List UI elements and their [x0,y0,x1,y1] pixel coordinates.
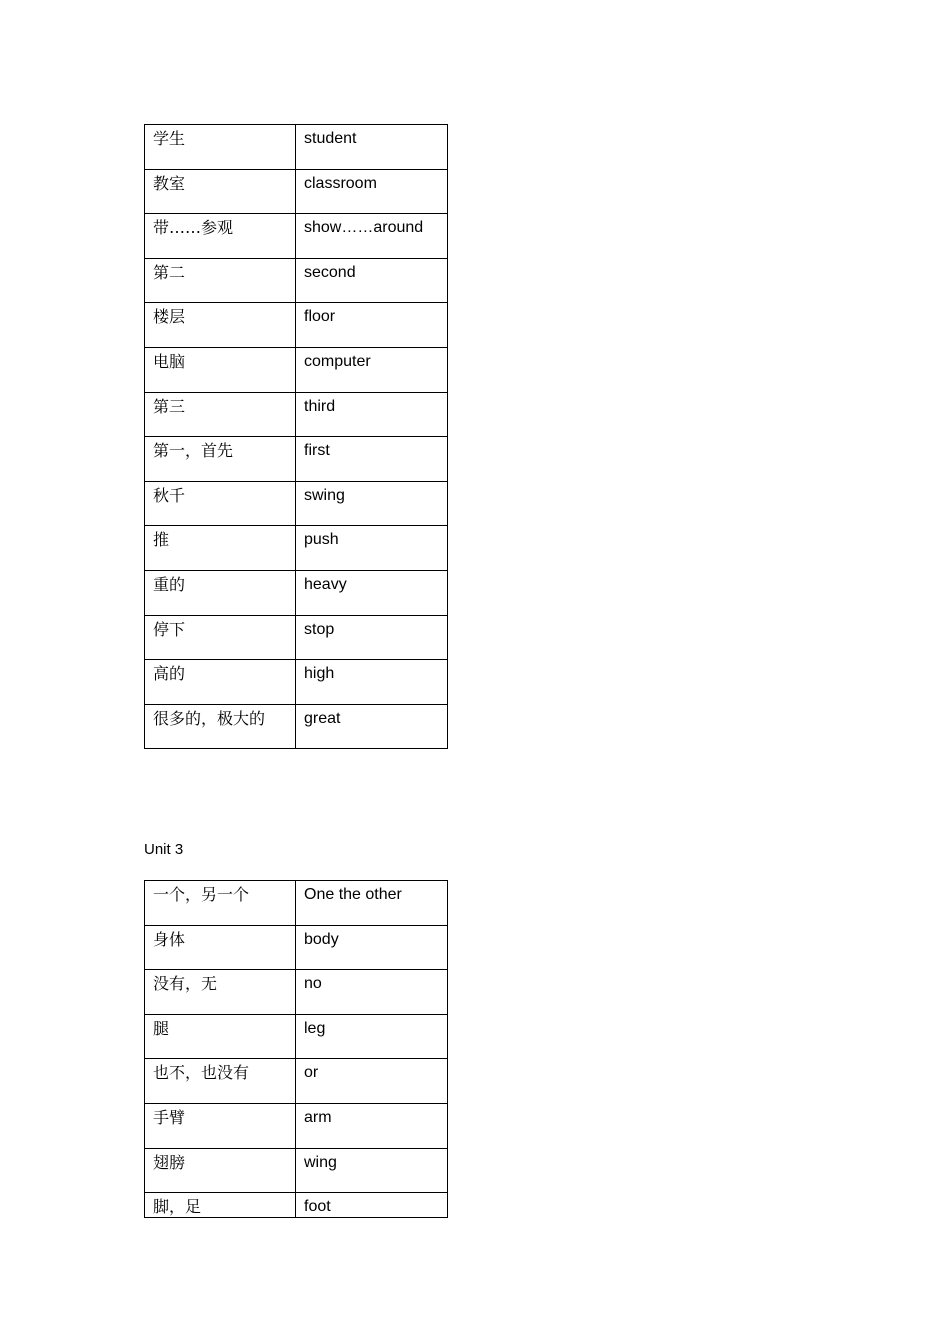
english-term: computer [296,347,448,392]
vocab-table-unit3 [144,880,448,1218]
english-term: or [296,1059,448,1104]
english-term: high [296,660,448,705]
english-term: swing [296,481,448,526]
chinese-term: 第三 [145,392,296,437]
chinese-term: 停下 [145,615,296,660]
english-term: body [296,925,448,970]
table-row [145,970,448,1015]
unit-heading: Unit 3 [144,841,184,858]
english-term: second [296,258,448,303]
table-row [145,570,448,615]
table-row [145,303,448,348]
english-term: classroom [296,169,448,214]
table-row [145,526,448,571]
chinese-term: 推 [145,526,296,571]
english-term: heavy [296,570,448,615]
chinese-term: 高的 [145,660,296,705]
english-term: One the other [296,881,448,926]
chinese-term: 重的 [145,570,296,615]
chinese-term: 教室 [145,169,296,214]
chinese-term: 脚，足 [145,1193,296,1218]
chinese-term: 身体 [145,925,296,970]
table-row [145,481,448,526]
chinese-term: 秋千 [145,481,296,526]
table-row [145,1193,448,1218]
chinese-term: 学生 [145,125,296,170]
english-term: show……around [296,214,448,259]
table-row [145,881,448,926]
english-term: student [296,125,448,170]
table-row [145,1148,448,1193]
table-row [145,925,448,970]
english-term: arm [296,1103,448,1148]
english-term: no [296,970,448,1015]
table-row [145,347,448,392]
english-term: wing [296,1148,448,1193]
table-row [145,437,448,482]
chinese-term: 第二 [145,258,296,303]
english-term: leg [296,1014,448,1059]
chinese-term: 一个，另一个 [145,881,296,926]
table-row [145,1014,448,1059]
vocab-table-unit2 [144,124,448,749]
english-term: stop [296,615,448,660]
english-term: push [296,526,448,571]
table-row [145,392,448,437]
chinese-term: 也不，也没有 [145,1059,296,1104]
table-row [145,615,448,660]
chinese-term: 手臂 [145,1103,296,1148]
table-row [145,258,448,303]
table-row [145,169,448,214]
table-row [145,125,448,170]
english-term: floor [296,303,448,348]
table-row [145,660,448,705]
chinese-term: 带……参观 [145,214,296,259]
english-term: foot [296,1193,448,1218]
english-term: great [296,704,448,749]
chinese-term: 很多的，极大的 [145,704,296,749]
table-row [145,1059,448,1104]
chinese-term: 第一，首先 [145,437,296,482]
table-row [145,704,448,749]
chinese-term: 没有，无 [145,970,296,1015]
chinese-term: 电脑 [145,347,296,392]
chinese-term: 腿 [145,1014,296,1059]
english-term: first [296,437,448,482]
chinese-term: 楼层 [145,303,296,348]
table-row [145,214,448,259]
table-row [145,1103,448,1148]
english-term: third [296,392,448,437]
chinese-term: 翅膀 [145,1148,296,1193]
